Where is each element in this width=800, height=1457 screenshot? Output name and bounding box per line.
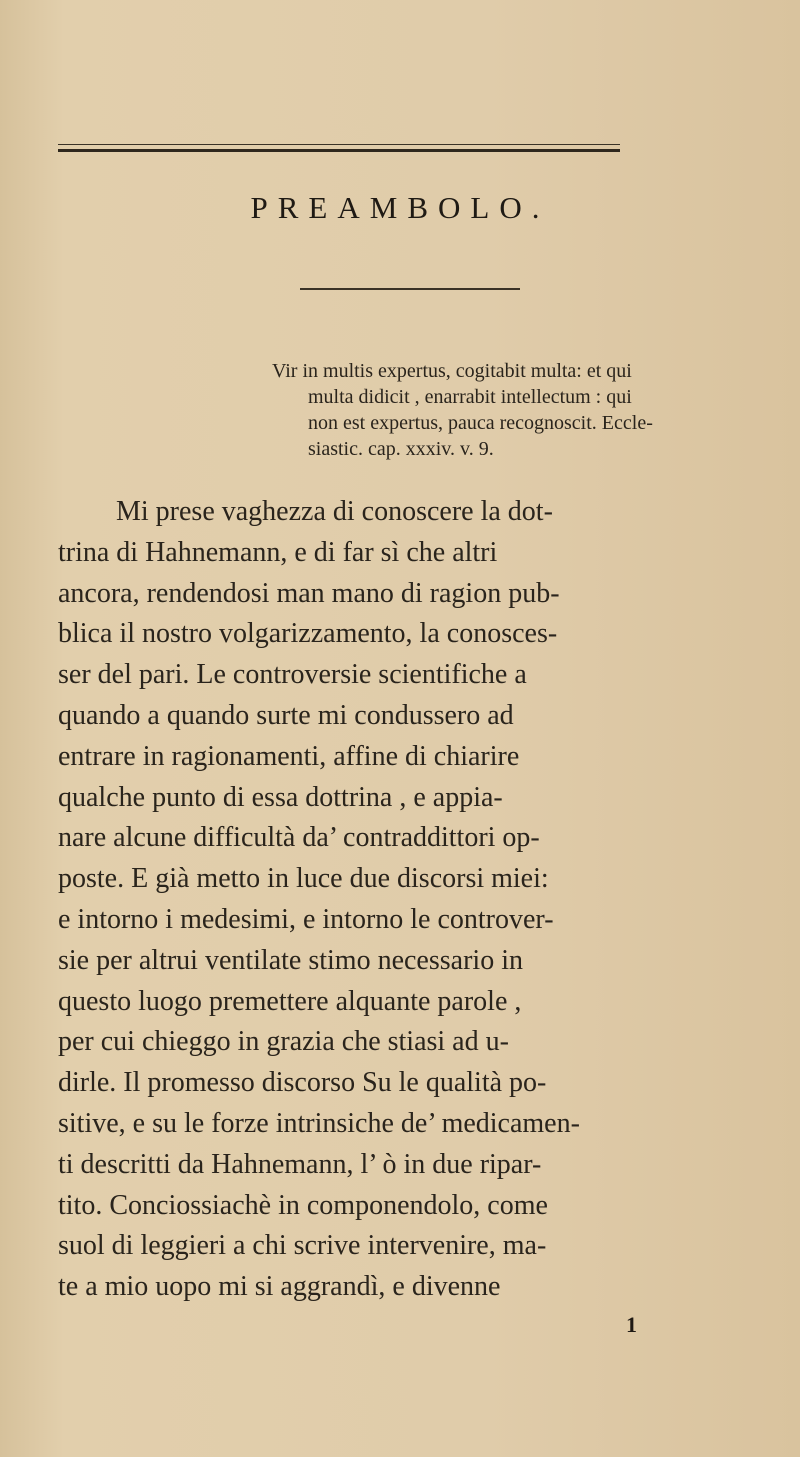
epigraph-line: siastic. cap. xxxiv. v. 9. (308, 438, 494, 460)
body-line: tito. Conciossiachè in componendolo, come (58, 1189, 548, 1221)
body-line: dirle. Il promesso discorso Su le qualità po- (58, 1067, 547, 1099)
body-line: quando a quando surte mi condussero ad (58, 699, 514, 731)
epigraph-line: Vir in multis expertus, cogitabit multa: et qui (272, 360, 632, 382)
epigraph (272, 358, 672, 462)
title-divider (300, 288, 520, 290)
body-line: e intorno i medesimi, e intorno le controver- (58, 903, 554, 935)
signature-mark: 1 (626, 1312, 637, 1337)
body-line: sitive, e su le forze intrinsiche de’ medicamen- (58, 1107, 580, 1139)
body-paragraph (58, 492, 698, 1308)
body-line: sie per altrui ventilate stimo necessario in (58, 944, 523, 976)
body-line: blica il nostro volgarizzamento, la conosces- (58, 618, 558, 650)
body-line: te a mio uopo mi si aggrandì, e divenne (58, 1271, 501, 1303)
body-line: suol di leggieri a chi scrive intervenire, ma- (58, 1230, 547, 1262)
epigraph-line: multa didicit , enarrabit intellectum : qui (308, 386, 632, 408)
body-line: questo luogo premettere alquante parole , (58, 985, 522, 1017)
body-line: ancora, rendendosi man mano di ragion pub- (58, 577, 560, 609)
body-line: nare alcune difficultà da’ contraddittori op- (58, 822, 540, 854)
body-line: Mi prese vaghezza di conoscere la dot- (116, 496, 553, 527)
body-line: trina di Hahnemann, e di far sì che altri (58, 536, 498, 568)
page-title: PREAMBOLO. (250, 190, 550, 225)
body-line: poste. E già metto in luce due discorsi miei: (58, 863, 549, 895)
body-line: qualche punto di essa dottrina , e appia- (58, 781, 503, 813)
top-rule-thin (58, 144, 620, 145)
body-line: ti descritti da Hahnemann, l’ ò in due ripar- (58, 1148, 542, 1180)
body-line: entrare in ragionamenti, affine di chiarire (58, 740, 520, 772)
body-line: ser del pari. Le controversie scientifiche a (58, 659, 527, 691)
top-rule-thick (58, 149, 620, 152)
epigraph-line: non est expertus, pauca recognoscit. Eccle- (308, 412, 653, 434)
body-line: per cui chieggo in grazia che stiasi ad u- (58, 1026, 509, 1058)
